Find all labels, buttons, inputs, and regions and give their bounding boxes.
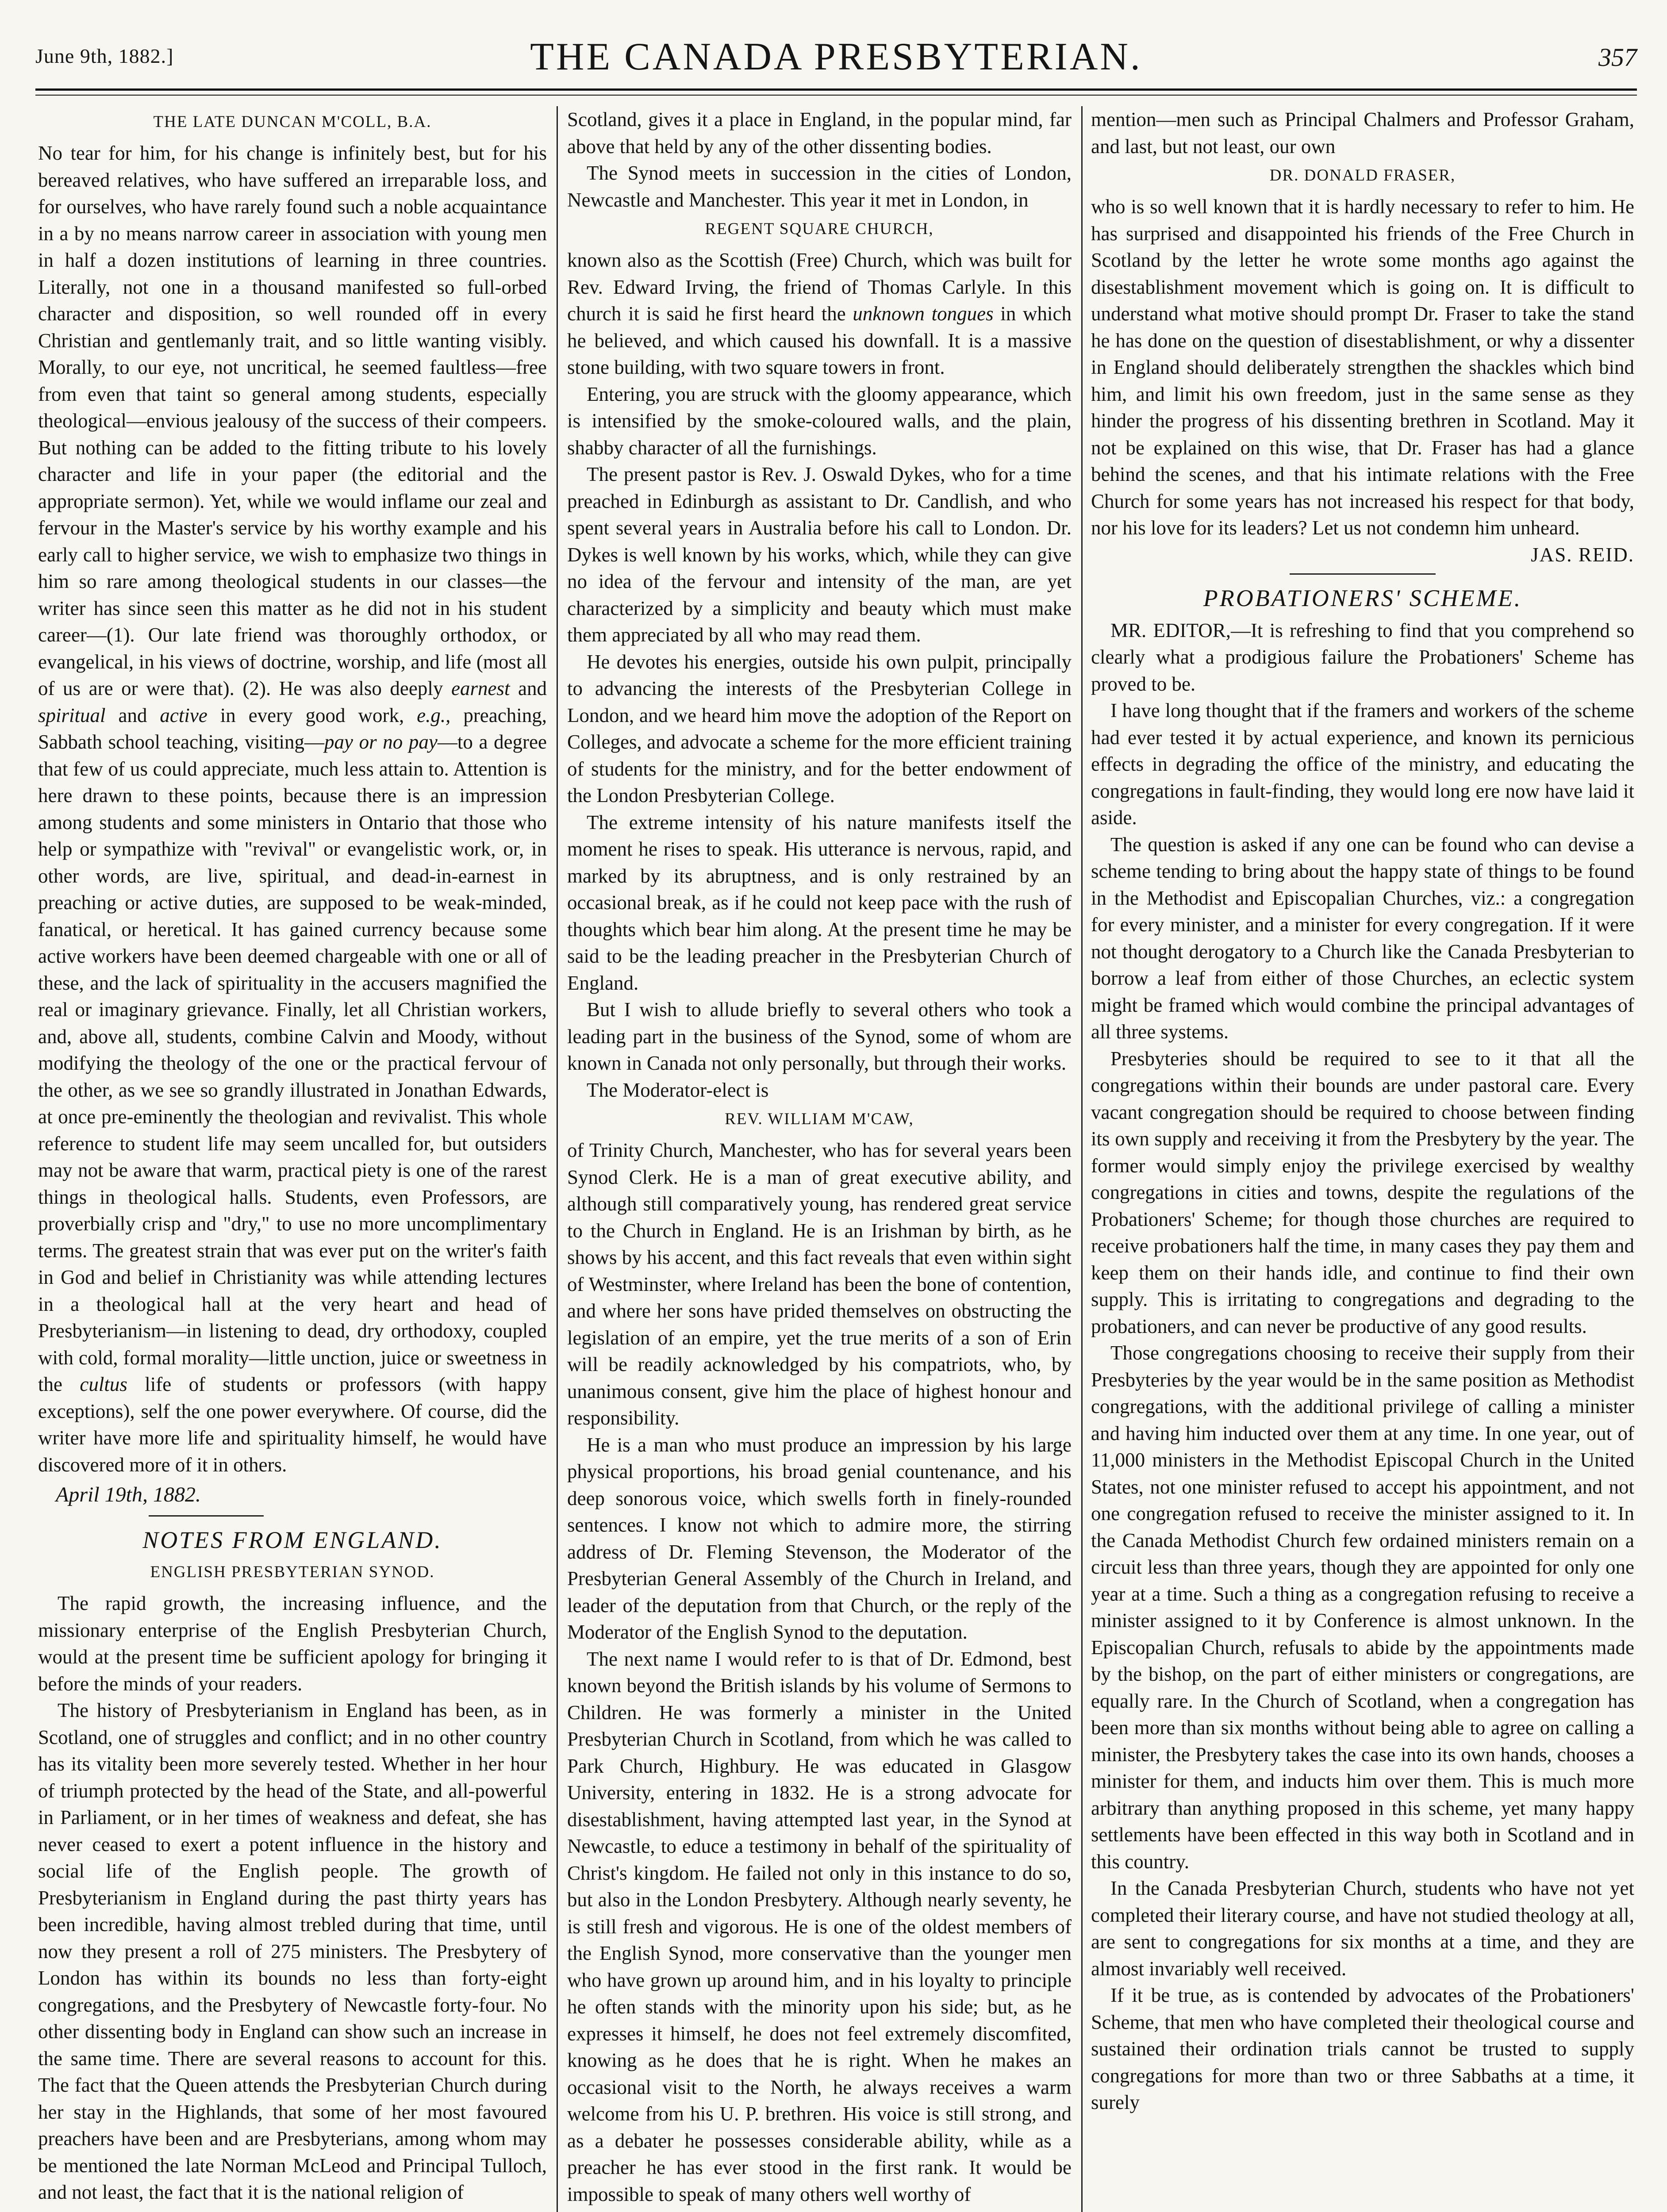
author-signature: JAS. REID.: [1531, 543, 1634, 566]
column-1: [38, 106, 547, 2212]
inline-caption: DR. DONALD FRASER,: [1269, 166, 1456, 184]
article-paragraph: who is so well known that it is hardly necessary to refer to him. He has surprised and disappointed his friends of the Free Church in Scotland by the letter he wrote some months ago against the disestablishment movement which is going on. It is difficult to understand what motive should prompt Dr. Fraser to take the stand he has done on the question of disestablishment, or why a dissenter in England should deliberately strengthen the shackles which bind him, and limit his own freedom, just in the same sense as they hinder the progress of his dissenting brethren in Scotland. May it not be explained on this wise, that Dr. Fraser has had a glance behind the scenes, and that his intimate relations with the Free Church for some years has not increased his respect for that body, nor his love for its leaders? Let us not condemn him unheard.: [1091, 196, 1634, 539]
article-paragraph: Presbyteries should be required to see to it that all the congregations within their bounds are under pastoral care. Every vacant congregation should be required to choose between finding its own supply and receiving it from the Presbytery by the year. The former would simply enjoy the privilege exercised by wealthy congregations in cities and towns, despite the regulations of the Probationers' Scheme; for though those churches are required to receive probationers half the time, in many cases they pay them and keep them on their hands idle, and continue to find their own supply. This is irritating to congregations and degrading to the probationers, and can never be productive of any good results.: [1091, 1047, 1634, 1337]
header-rule-thin: [35, 95, 1637, 96]
column-3: [1091, 106, 1634, 2212]
subsection-heading: ENGLISH PRESBYTERIAN SYNOD.: [150, 1563, 435, 1581]
article-paragraph: known also as the Scottish (Free) Church, which was built for Rev. Edward Irving, the friend of Thomas Carlyle. In this church it is said he first heard the unknown tongues in which he believed, and which caused his downfall. It is a massive stone building, with two square towers in front.: [567, 249, 1072, 378]
section-separator: [1290, 573, 1436, 575]
inline-caption: REGENT SQUARE CHURCH,: [705, 220, 934, 238]
article-paragraph: He devotes his energies, outside his own pulpit, principally to advancing the interests of the Presbyterian College in London, and we heard him move the adoption of the Report on Colleges, and advocate a scheme for the more efficient training of students for the ministry, and for the better endowment of the London Presbyterian College.: [567, 650, 1072, 806]
column-divider: [557, 106, 558, 2212]
article-heading: THE LATE DUNCAN M'COLL, B.A.: [153, 113, 432, 131]
article-paragraph: He is a man who must produce an impression by his large physical proportions, his broad genial countenance, and his deep sonorous voice, which swells forth in finely-rounded sentences. I know not which to admire more, the stirring address of Dr. Fleming Stevenson, the Moderator of the Presbyterian General Assembly of the Church in Ireland, and leader of the deputation from that Church, or the reply of the Moderator of the English Synod to the deputation.: [567, 1433, 1072, 1643]
article-paragraph: mention—men such as Principal Chalmers and Professor Graham, and last, but not least, our own: [1091, 108, 1634, 157]
article-paragraph: If it be true, as is contended by advocates of the Probationers' Scheme, that men who have completed their theological course and sustained their ordination trials cannot be trusted to supply congregations for more than two or three Sabbaths at a time, it surely: [1091, 1984, 1634, 2113]
article-paragraph: In the Canada Presbyterian Church, students who have not yet completed their literary course, and have not studied theology at all, are sent to congregations for six months at a time, and they are almost invariably well received.: [1091, 1877, 1634, 1980]
article-paragraph: The question is asked if any one can be found who can devise a scheme tending to bring about the happy state of things to be found in the Methodist and Episcopalian Churches, viz.: a congregation for every minister, and a minister for every congregation. If it were not thought derogatory to a Church like the Canada Presbyterian to borrow a leaf from either of those Churches, an eclectic system might be framed which would combine the principal advantages of all three systems.: [1091, 833, 1634, 1043]
article-paragraph: I have long thought that if the framers and workers of the scheme had ever tested it by actual experience, and known its pernicious effects in degrading the office of the ministry, and educating the congregations in fault-finding, they would long ere now have laid it aside.: [1091, 699, 1634, 829]
page-header: [35, 35, 1637, 101]
header-rule-thick: [35, 88, 1637, 91]
article-paragraph: The next name I would refer to is that of Dr. Edmond, best known beyond the British islands by his volume of Sermons to Children. He was formerly a minister in the United Presbyterian Church in Scotland, from which he was called to Park Church, Highbury. He was educated in Glasgow University, entering in 1832. He is a strong advocate for disestablishment, having attempted last year, in the Synod at Newcastle, to educe a testimony in behalf of the spirituality of Christ's kingdom. He failed not only in this instance to do so, but also in the London Presbytery. Although nearly seventy, he is still fresh and vigorous. He is one of the oldest members of the English Synod, more conservative than the younger men who have grown up around him, and in his loyalty to principle he often stands with the minority upon his side; but, as he expresses it himself, he does not feel extremely discomfited, knowing as he does that he is right. When he makes an occasional visit to the North, he always receives a warm welcome from his U. P. brethren. His voice is still strong, and as a debater he possesses considerable ability, while as a preacher he has ever stood in the first rank. It would be impossible to speak of many others well worthy of: [567, 1647, 1072, 2205]
article-paragraph: The history of Presbyterianism in England has been, as in Scotland, one of struggles and conflict; and in no other country has its vitality been more severely tested. Whether in her hour of triumph protected by the head of the State, and all-powerful in Parliament, or in her times of weakness and defeat, she has never ceased to exert a potent influence in the history and social life of the English people. The growth of Presbyterianism in England during the past thirty years has been incredible, having almost trebled during that time, until now they present a roll of 275 ministers. The Presbytery of London has within its bounds no less than forty-eight congregations, and the Presbytery of Newcastle forty-four. No other dissenting body in England can show such an increase in the same time. There are several reasons to account for this. The fact that the Queen attends the Presbyterian Church during her stay in the Highlands, that some of her most favoured preachers have been and are Presbyterians, among whom may be mentioned the late Norman McLeod and Principal Tulloch, and not least, the fact that it is the national religion of: [38, 1699, 547, 2203]
letter-date: April 19th, 1882.: [56, 1483, 201, 1506]
article-paragraph: MR. EDITOR,—It is refreshing to find that you comprehend so clearly what a prodigious failure the Probationers' Scheme has proved to be.: [1091, 619, 1634, 695]
section-title: NOTES FROM ENGLAND.: [142, 1527, 442, 1553]
column-2: [567, 106, 1072, 2212]
article-paragraph: Those congregations choosing to receive their supply from their Presbyteries by the year would be in the same position as Methodist congregations, with the additional privilege of calling a minister and having him inducted over them at any time. In one year, out of 11,000 ministers in the Methodist Episcopal Church in the United States, not one minister refused to accept his appointment, and not one congregation refused to receive the minister assigned to it. In the Canada Methodist Church few ordained ministers remain on a circuit less than three years, though they are appointed for only one year at a time. Such a thing as a congregation refusing to receive a minister assigned to it by Conference is almost unknown. In the Episcopalian Church, refusals to abide by the appointments made by the bishop, on the part of either ministers or congregations, are equally rare. In the Church of Scotland, when a congregation has been more than six months without being able to agree on calling a minister, the Presbytery takes the case into its own hands, chooses a minister for them, and inducts him over them. This is much more arbitrary than anything proposed in this scheme, yet many happy settlements have been effected in this way both in Scotland and in this country.: [1091, 1342, 1634, 1873]
section-separator: [149, 1515, 264, 1517]
masthead-title: THE CANADA PRESBYTERIAN.: [530, 35, 1142, 78]
article-paragraph: The Moderator-elect is: [587, 1079, 769, 1101]
issue-date: June 9th, 1882.]: [35, 45, 174, 67]
column-divider: [1081, 106, 1083, 2212]
article-paragraph: The Synod meets in succession in the cities of London, Newcastle and Manchester. This year it met in London, in: [567, 162, 1072, 211]
article-paragraph: But I wish to allude briefly to several others who took a leading part in the business of the Synod, some of whom are known in Canada not only personally, but through their works.: [567, 998, 1072, 1074]
article-paragraph: No tear for him, for his change is infinitely best, but for his bereaved relatives, who have suffered an irreparable loss, and for ourselves, who have rarely found such a noble acquaintance in a by no means narrow career in association with young men in half a dozen institutions of learning in three countries. Literally, not one in a thousand manifested so full-orbed character and disposition, so well rounded off in every Christian and gentlemanly trait, and so little wanting visibly. Morally, to our eye, not uncritical, he seemed faultless—free from even that taint so general among students, especially theological—envious jealousy of the success of their compeers. But nothing can be added to the fitting tribute to his lovely character and life in your paper (the editorial and the appropriate sermon). Yet, while we would inflame our zeal and fervour in the Master's service by his worthy example and his early call to higher service, we wish to emphasize two things in him so rare among theological students in our classes—the writer has since seen this matter as he did not in his student career—(1). Our late friend was thoroughly orthodox, or evangelical, in his views of doctrine, worship, and life (most all of us are or were that). (2). He was also deeply earnest and spiritual and active in every good work, e.g., preaching, Sabbath school teaching, visiting—pay or no pay—to a degree that few of us could appreciate, much less attain to. Attention is here drawn to these points, because there is an impression among students and some ministers in Ontario that those who help or sympathize with "revival" or evangelistic work, or, in other words, are live, spiritual, and dead-in-earnest in preaching or active duties, are supposed to be weak-minded, fanatical, or heretical. It has gained currency because some active workers have been deemed chargeable with one or all of these, and the lack of spirituality in the accusers magnified the real or imaginary grievance. Finally, let all Christian workers, and, above all, students, combine Calvin and Moody, without modifying the theology of the one or the practical fervour of the other, as we see so grandly illustrated in Jonathan Edwards, at once pre-eminently the theologian and revivalist. This whole reference to student life may seem uncalled for, but outsiders may not be aware that warm, practical piety is one of the rarest things in theological halls. Students, even Professors, are proverbially crisp and "dry," to use no more uncomplimentary terms. The greatest strain that was ever put on the writer's faith in God and belief in Christianity was while attending lectures in a theological hall at the very heart and head of Presbyterianism—in listening to dead, dry orthodoxy, coupled with cold, formal morality—little unction, juice or sweetness in the cultus life of students or professors (with happy exceptions), self the one power everywhere. Of course, did the writer have more life and spirituality himself, he would have discovered more of it in others.: [38, 142, 547, 1476]
article-paragraph: Scotland, gives it a place in England, in the popular mind, far above that held by any of the other dissenting bodies.: [567, 108, 1072, 157]
section-title: PROBATIONERS' SCHEME.: [1203, 584, 1522, 611]
page-number: 357: [1598, 43, 1637, 72]
article-paragraph: The present pastor is Rev. J. Oswald Dykes, who for a time preached in Edinburgh as assistant to Dr. Candlish, and who spent several years in Australia before his call to London. Dr. Dykes is well known by his works, which, while they can give no idea of the fervour and intensity of the man, are yet characterized by a simplicity and beauty which must make them appreciated by all who may read them.: [567, 463, 1072, 646]
article-paragraph: Entering, you are struck with the gloomy appearance, which is intensified by the smoke-coloured walls, and the plain, shabby character of all the furnishings.: [567, 383, 1072, 459]
article-paragraph: The rapid growth, the increasing influence, and the missionary enterprise of the English Presbyterian Church, would at the present time be sufficient apology for bringing it before the minds of your readers.: [38, 1592, 547, 1695]
inline-caption: REV. WILLIAM M'CAW,: [725, 1110, 914, 1128]
article-paragraph: The extreme intensity of his nature manifests itself the moment he rises to speak. His utterance is nervous, rapid, and marked by its abruptness, and is only restrained by an occasional break, as if he could not keep pace with the rush of thoughts which bear him along. At the present time he may be said to be the leading preacher in the Presbyterian Church of England.: [567, 811, 1072, 994]
article-paragraph: of Trinity Church, Manchester, who has for several years been Synod Clerk. He is a man of great executive ability, and although still comparatively young, has rendered great service to the Church in England. He is an Irishman by birth, as he shows by his accent, and this fact reveals that even within sight of Westminster, where Ireland has been the bone of contention, and where her sons have prided themselves on obstructing the legislation of an empire, yet the true merits of a son of Erin will be readily acknowledged by his compatriots, who, by unanimous consent, give him the place of highest honour and responsibility.: [567, 1139, 1072, 1429]
